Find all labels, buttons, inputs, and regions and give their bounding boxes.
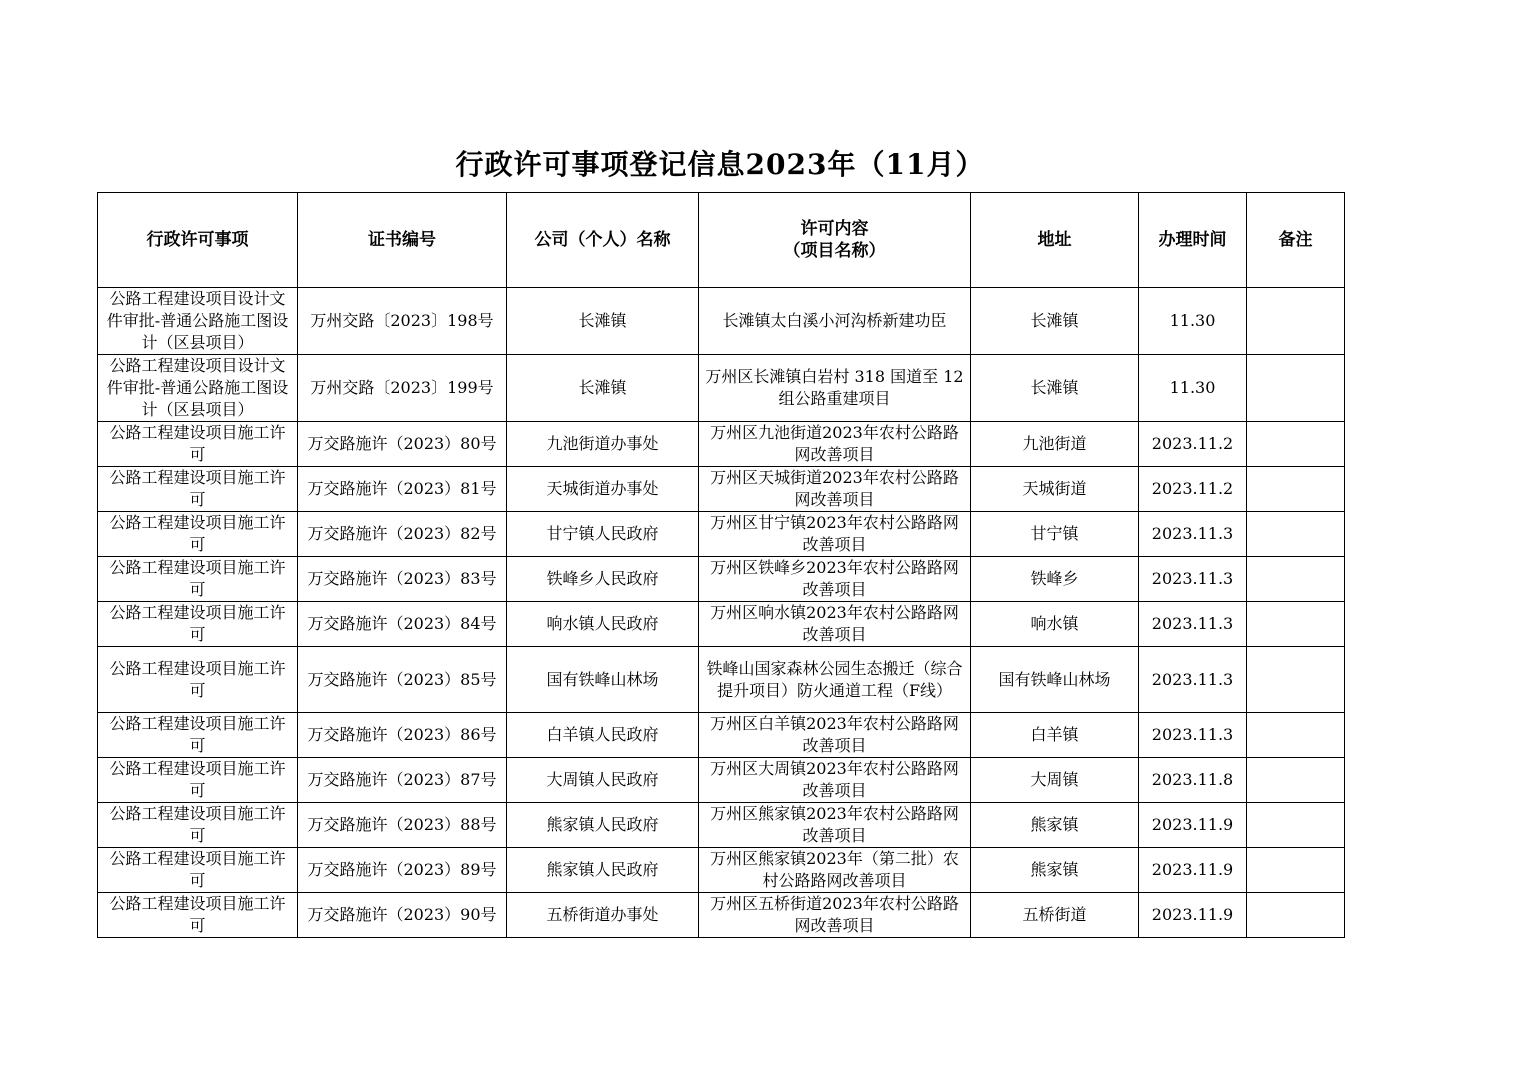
cell-note — [1247, 758, 1345, 803]
cell-cert: 万交路施许（2023）82号 — [298, 512, 507, 557]
cell-cert: 万交路施许（2023）86号 — [298, 713, 507, 758]
cell-item: 公路工程建设项目设计文件审批-普通公路施工图设计（区县项目） — [98, 355, 298, 422]
cell-content: 万州区大周镇2023年农村公路路网改善项目 — [699, 758, 971, 803]
cell-address: 白羊镇 — [971, 713, 1139, 758]
cell-cert: 万交路施许（2023）90号 — [298, 893, 507, 938]
cell-time: 2023.11.9 — [1139, 893, 1247, 938]
table-row — [98, 422, 1345, 467]
cell-note — [1247, 848, 1345, 893]
cell-item: 公路工程建设项目施工许可 — [98, 467, 298, 512]
cell-item: 公路工程建设项目施工许可 — [98, 713, 298, 758]
cell-company: 甘宁镇人民政府 — [507, 512, 699, 557]
cell-company: 熊家镇人民政府 — [507, 848, 699, 893]
cell-cert: 万州交路〔2023〕199号 — [298, 355, 507, 422]
cell-company: 九池街道办事处 — [507, 422, 699, 467]
cell-cert: 万交路施许（2023）85号 — [298, 647, 507, 713]
cell-time: 2023.11.2 — [1139, 422, 1247, 467]
cell-content: 万州区铁峰乡2023年农村公路路网改善项目 — [699, 557, 971, 602]
cell-address: 长滩镇 — [971, 355, 1139, 422]
cell-note — [1247, 467, 1345, 512]
table-row — [98, 355, 1345, 422]
header-address: 地址 — [971, 193, 1139, 288]
cell-address: 九池街道 — [971, 422, 1139, 467]
table-row — [98, 288, 1345, 355]
cell-time: 2023.11.3 — [1139, 602, 1247, 647]
cell-cert: 万交路施许（2023）80号 — [298, 422, 507, 467]
table-row — [98, 512, 1345, 557]
cell-item: 公路工程建设项目设计文件审批-普通公路施工图设计（区县项目） — [98, 288, 298, 355]
cell-company: 五桥街道办事处 — [507, 893, 699, 938]
table-row — [98, 803, 1345, 848]
cell-content: 万州区熊家镇2023年农村公路路网改善项目 — [699, 803, 971, 848]
header-time: 办理时间 — [1139, 193, 1247, 288]
cell-cert: 万交路施许（2023）88号 — [298, 803, 507, 848]
cell-time: 2023.11.8 — [1139, 758, 1247, 803]
registration-table — [97, 192, 1345, 938]
header-company: 公司（个人）名称 — [507, 193, 699, 288]
cell-cert: 万州交路〔2023〕198号 — [298, 288, 507, 355]
cell-content: 万州区白羊镇2023年农村公路路网改善项目 — [699, 713, 971, 758]
header-note: 备注 — [1247, 193, 1345, 288]
cell-item: 公路工程建设项目施工许可 — [98, 758, 298, 803]
table-row — [98, 893, 1345, 938]
cell-address: 甘宁镇 — [971, 512, 1139, 557]
header-item: 行政许可事项 — [98, 193, 298, 288]
cell-content: 万州区天城街道2023年农村公路路网改善项目 — [699, 467, 971, 512]
cell-content: 万州区九池街道2023年农村公路路网改善项目 — [699, 422, 971, 467]
table-row — [98, 602, 1345, 647]
cell-content: 铁峰山国家森林公园生态搬迁（综合提升项目）防火通道工程（F线） — [699, 647, 971, 713]
cell-time: 2023.11.3 — [1139, 512, 1247, 557]
cell-note — [1247, 557, 1345, 602]
cell-item: 公路工程建设项目施工许可 — [98, 893, 298, 938]
cell-time: 2023.11.9 — [1139, 803, 1247, 848]
cell-address: 大周镇 — [971, 758, 1139, 803]
cell-time: 2023.11.9 — [1139, 848, 1247, 893]
header-content-line1: 许可内容 — [800, 219, 869, 239]
cell-note — [1247, 893, 1345, 938]
header-cert: 证书编号 — [298, 193, 507, 288]
cell-content: 万州区响水镇2023年农村公路路网改善项目 — [699, 602, 971, 647]
cell-item: 公路工程建设项目施工许可 — [98, 647, 298, 713]
cell-address: 天城街道 — [971, 467, 1139, 512]
cell-address: 响水镇 — [971, 602, 1139, 647]
table-row — [98, 557, 1345, 602]
cell-company: 国有铁峰山林场 — [507, 647, 699, 713]
cell-cert: 万交路施许（2023）83号 — [298, 557, 507, 602]
cell-address: 铁峰乡 — [971, 557, 1139, 602]
cell-content: 万州区长滩镇白岩村 318 国道至 12 组公路重建项目 — [699, 355, 971, 422]
page-title: 行政许可事项登记信息2023年（11月） — [455, 148, 985, 181]
table-row — [98, 758, 1345, 803]
cell-time: 2023.11.3 — [1139, 647, 1247, 713]
header-content — [699, 193, 971, 288]
cell-item: 公路工程建设项目施工许可 — [98, 848, 298, 893]
cell-time: 11.30 — [1139, 288, 1247, 355]
cell-note — [1247, 647, 1345, 713]
cell-note — [1247, 355, 1345, 422]
cell-time: 11.30 — [1139, 355, 1247, 422]
cell-company: 长滩镇 — [507, 355, 699, 422]
cell-company: 长滩镇 — [507, 288, 699, 355]
cell-item: 公路工程建设项目施工许可 — [98, 557, 298, 602]
cell-note — [1247, 602, 1345, 647]
cell-time: 2023.11.3 — [1139, 557, 1247, 602]
cell-content: 长滩镇太白溪小河沟桥新建功臣 — [699, 288, 971, 355]
cell-company: 天城街道办事处 — [507, 467, 699, 512]
cell-address: 国有铁峰山林场 — [971, 647, 1139, 713]
cell-item: 公路工程建设项目施工许可 — [98, 602, 298, 647]
cell-cert: 万交路施许（2023）87号 — [298, 758, 507, 803]
cell-item: 公路工程建设项目施工许可 — [98, 422, 298, 467]
cell-company: 白羊镇人民政府 — [507, 713, 699, 758]
cell-address: 五桥街道 — [971, 893, 1139, 938]
cell-content: 万州区熊家镇2023年（第二批）农村公路路网改善项目 — [699, 848, 971, 893]
table-header-row — [98, 193, 1345, 288]
cell-content: 万州区五桥街道2023年农村公路路网改善项目 — [699, 893, 971, 938]
cell-item: 公路工程建设项目施工许可 — [98, 512, 298, 557]
table-row — [98, 848, 1345, 893]
cell-note — [1247, 512, 1345, 557]
cell-address: 熊家镇 — [971, 848, 1139, 893]
cell-note — [1247, 713, 1345, 758]
cell-address: 长滩镇 — [971, 288, 1139, 355]
table-row — [98, 467, 1345, 512]
cell-company: 铁峰乡人民政府 — [507, 557, 699, 602]
cell-time: 2023.11.3 — [1139, 713, 1247, 758]
cell-content: 万州区甘宁镇2023年农村公路路网改善项目 — [699, 512, 971, 557]
cell-address: 熊家镇 — [971, 803, 1139, 848]
cell-time: 2023.11.2 — [1139, 467, 1247, 512]
table-row — [98, 713, 1345, 758]
table-row — [98, 647, 1345, 713]
cell-cert: 万交路施许（2023）84号 — [298, 602, 507, 647]
cell-note — [1247, 803, 1345, 848]
cell-company: 响水镇人民政府 — [507, 602, 699, 647]
cell-company: 大周镇人民政府 — [507, 758, 699, 803]
cell-note — [1247, 422, 1345, 467]
cell-cert: 万交路施许（2023）89号 — [298, 848, 507, 893]
cell-cert: 万交路施许（2023）81号 — [298, 467, 507, 512]
cell-item: 公路工程建设项目施工许可 — [98, 803, 298, 848]
cell-company: 熊家镇人民政府 — [507, 803, 699, 848]
header-content-line2: （项目名称） — [783, 241, 886, 261]
cell-note — [1247, 288, 1345, 355]
